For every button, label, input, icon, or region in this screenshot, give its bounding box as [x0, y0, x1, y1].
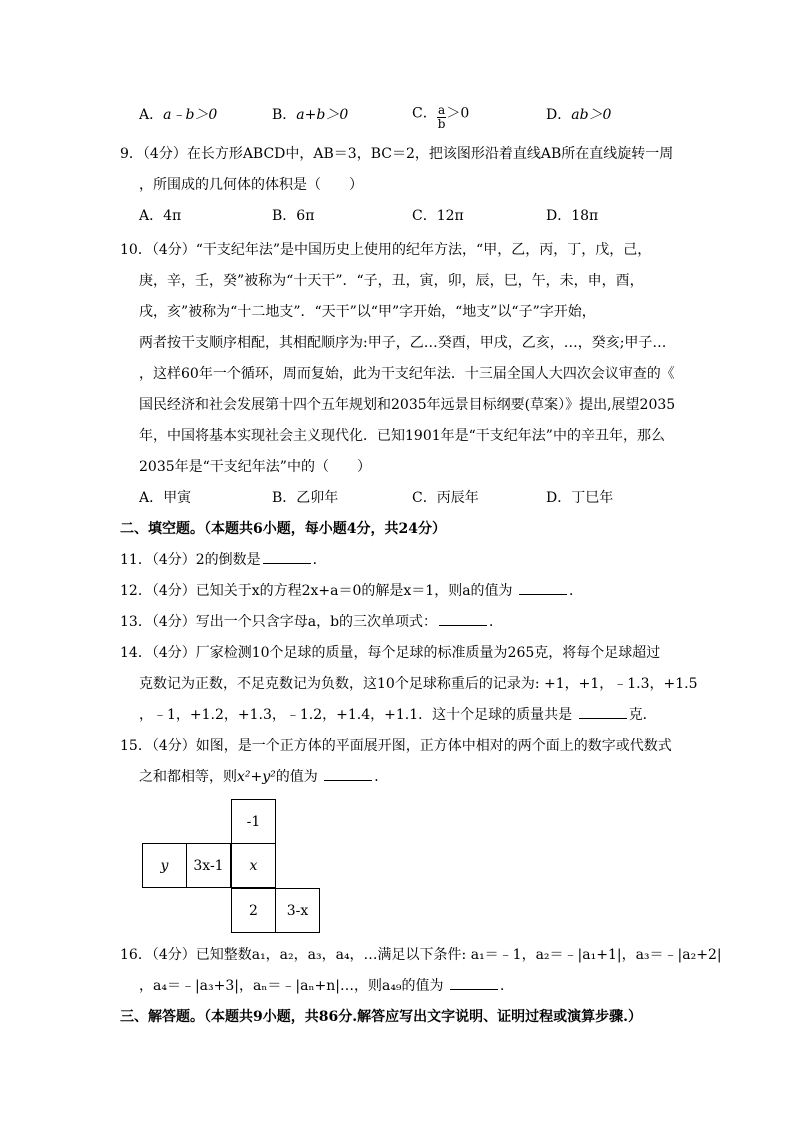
question-text: ，﹣1，+1.2，+1.3，﹣1.2，+1.4，+1.1．这十个足球的质量共是: [139, 707, 573, 723]
fraction: [437, 104, 447, 131]
answer-blank[interactable]: [263, 550, 311, 564]
option-label: B．: [272, 107, 297, 123]
net-cell-mid-left: 3x-1: [186, 843, 231, 888]
q10-option-d: D．丁巳年: [546, 490, 614, 506]
question-text: 11．（4分）2的倒数是: [120, 552, 261, 568]
option-label: D．: [546, 107, 572, 123]
section-3-heading: 三、解答题。（本题共9小题，共86分.解答应写出文字说明、证明过程或演算步骤.）: [120, 1009, 642, 1025]
q8-option-a: [139, 105, 217, 125]
net-cell-bottom-right: 3-x: [275, 888, 320, 933]
q10-option-a: A．甲寅: [139, 490, 192, 506]
q14-line-3: [139, 705, 657, 725]
q10-line-6: 国民经济和社会发展第十四个五年规划和2035年远景目标纲要(草案）》提出,展望2035: [139, 397, 676, 413]
q11: [120, 550, 327, 570]
q12: [120, 581, 583, 601]
q9-option-d: D．18π: [546, 208, 599, 224]
q10-option-b: B．乙卯年: [272, 490, 339, 506]
q16-line-2: [139, 976, 514, 996]
answer-blank[interactable]: [450, 976, 498, 990]
q10-line-5: ，这样60年一个循环，周而复始，此为干支纪年法．十三届全国人大四次会议审查的《: [139, 366, 675, 382]
q10-line-1: 10．（4分）“干支纪年法”是中国历史上使用的纪年方法，“甲，乙，丙，丁，戊，己，: [120, 242, 652, 258]
q9-line-2: ，所围成的几何体的体积是（ ）: [139, 177, 363, 193]
answer-blank[interactable]: [519, 581, 567, 595]
q14-line-2: 克数记为正数，不足克数记为负数，这10个足球称重后的记录为: +1，+1，﹣1.3，+1.5: [139, 676, 698, 692]
answer-blank[interactable]: [439, 612, 487, 626]
answer-blank[interactable]: [579, 705, 627, 719]
q13: [120, 612, 503, 632]
question-end: 克．: [628, 707, 657, 723]
q9-line-1: 9．（4分）在长方形ABCD中，AB＝3，BC＝2，把该图形沿着直线AB所在直线旋转一周: [120, 146, 674, 162]
fraction-denominator: b: [437, 117, 446, 131]
question-end: ．: [374, 769, 389, 785]
question-text: 13．（4分）写出一个只含字母a，b的三次单项式：: [120, 614, 438, 630]
q10-line-2: 庚，辛，壬，癸”被称为“十天干”．“子，丑，寅，卯，辰，巳，午，未，申，酉，: [139, 273, 644, 289]
net-cell-left: [142, 843, 187, 888]
cube-net-figure: [142, 799, 334, 933]
q10-option-c: C．丙辰年: [412, 490, 479, 506]
cell-text: x: [249, 857, 258, 874]
q14-line-1: 14．（4分）厂家检测10个足球的质量，每个足球的标准质量为265克，将每个足球超过: [120, 645, 661, 661]
option-label: A．: [139, 107, 164, 123]
option-text: a﹣b＞0: [163, 107, 218, 123]
math-expression: x²+y²: [237, 769, 276, 785]
fraction-numerator: a: [437, 103, 446, 117]
q8-option-b: [272, 105, 348, 125]
net-cell-center: [231, 843, 276, 888]
question-text: 12．（4分）已知关于x的方程2x+a＝0的解是x＝1，则a的值为: [120, 583, 513, 599]
question-text: 之和都相等，则: [139, 769, 237, 785]
q10-line-4: 两者按干支顺序相配，其相配顺序为:甲子，乙…癸酉，甲戌，乙亥，…，癸亥;甲子…: [139, 335, 667, 351]
question-end: ．: [312, 552, 327, 568]
q10-line-7: 年，中国将基本实现社会主义现代化．已知1901年是“干支纪年法”中的辛丑年，那么: [139, 428, 665, 444]
option-label: C．: [412, 105, 437, 122]
q15-line-1: 15．（4分）如图，是一个正方体的平面展开图，正方体中相对的两个面上的数字或代数式: [120, 738, 672, 754]
q10-line-8: 2035年是“干支纪年法”中的（ ）: [139, 459, 371, 475]
section-2-heading: 二、填空题。（本题共6小题，每小题4分，共24分）: [120, 521, 446, 537]
question-text: ，a₄＝﹣|a₃+3|，aₙ＝﹣|aₙ+n|…，则a₄₉的值为: [139, 978, 444, 994]
option-text: a+b＞0: [296, 107, 349, 123]
question-end: ．: [569, 583, 584, 599]
option-text: ab＞0: [571, 107, 612, 123]
question-end: ．: [489, 614, 504, 630]
q16-line-1: 16．（4分）已知整数a₁，a₂，a₃，a₄，…满足以下条件: a₁＝﹣1，a₂＝﹣|a₁+1|，a₃＝﹣|a₂+2|: [120, 947, 722, 963]
net-cell-top: -1: [231, 799, 276, 844]
q10-line-3: 戌，亥”被称为“十二地支”．“天干”以“甲”字开始，“地支”以“子”字开始，: [139, 304, 596, 320]
option-text: ＞0: [446, 105, 470, 122]
question-text: 的值为: [275, 769, 318, 785]
cell-text: y: [160, 857, 169, 874]
question-end: ．: [500, 978, 515, 994]
q9-option-c: C．12π: [412, 208, 464, 224]
q9-option-a: A．4π: [139, 208, 182, 224]
q8-option-d: [546, 105, 611, 125]
q8-option-c: [412, 100, 470, 131]
net-cell-bottom: 2: [231, 888, 276, 933]
q9-option-b: B．6π: [272, 208, 315, 224]
answer-blank[interactable]: [324, 767, 372, 781]
q15-line-2: [139, 767, 388, 787]
